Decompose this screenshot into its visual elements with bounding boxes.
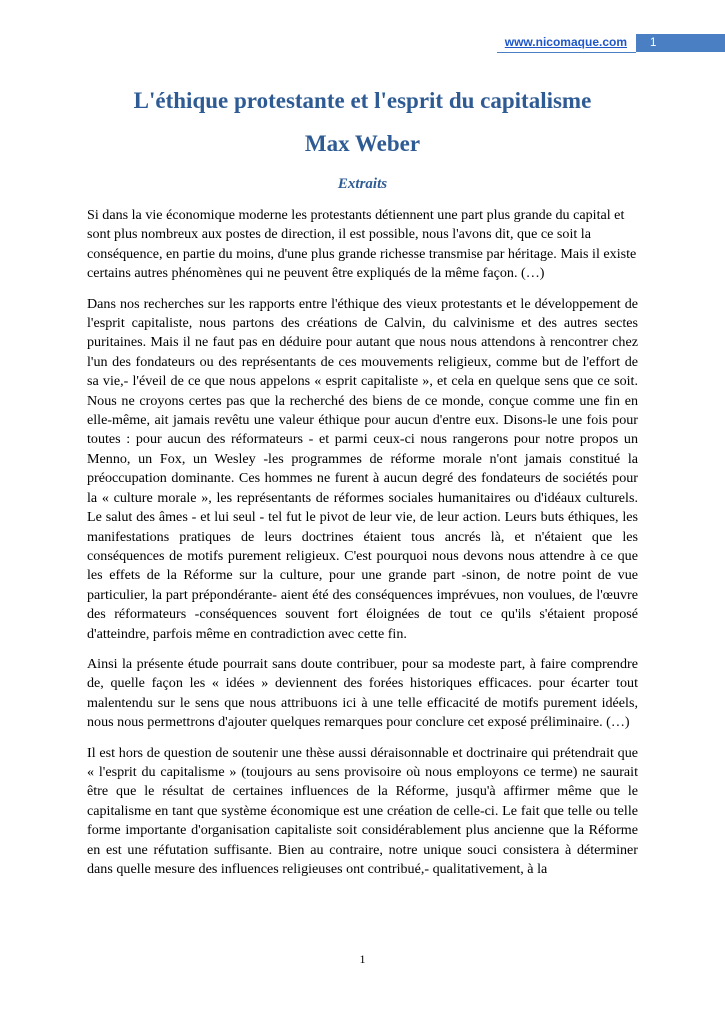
paragraph-3: Ainsi la présente étude pourrait sans doute contribuer, pour sa modeste part, à faire comprendre de, quelle façon les « idées » deviennent des forées historiques efficaces. pour écarter tout malentendu sur le sens que nous attribuons ici à une telle efficacité de motifs purement idéels, nous nous permettrons d'ajouter quelques remarques pour conclure cet exposé préliminaire. (…) bbox=[87, 655, 638, 731]
site-link[interactable]: www.nicomaque.com bbox=[504, 35, 627, 49]
paragraph-1: Si dans la vie économique moderne les protestants détiennent une part plus grande du capital et sont plus nombreux aux postes de direction, il est possible, nous l'avons dit, que ce soit la conséquence, en partie du moins, d'une plus grande richesse transmise par héritage. Mais il existe certains autres phénomènes qui ne peuvent être expliqués de la même façon. (…) bbox=[87, 207, 637, 282]
header-page-number: 1 bbox=[650, 37, 657, 49]
page-header bbox=[0, 34, 725, 52]
paragraph-4: Il est hors de question de soutenir une thèse aussi déraisonnable et doctrinaire qui prétendrait que « l'esprit du capitalisme » (toujours au sens provisoire où nous employons ce terme) ne saurait être que le résultat de certaines influences de la Réforme, jusqu'à affirmer même que le capitalisme en tant que système économique est une création de celle-ci. Le fait que telle ou telle forme importante d'organisation capitaliste soit considérablement plus ancienne que la Réforme en est une réfutation suffisante. Bien au contraire, notre unique souci consistera à déterminer dans quelle mesure des influences religieuses ont contribué,- qualitativement, à la bbox=[87, 744, 638, 877]
document-title: L'éthique protestante et l'esprit du capitalisme bbox=[133, 88, 592, 113]
document-author: Max Weber bbox=[304, 131, 421, 156]
header-page-number-box bbox=[636, 34, 725, 52]
paragraph-2: Dans nos recherches sur les rapports entre l'éthique des vieux protestants et le développement de l'esprit capitaliste, nous partons des créations de Calvin, du calvinisme et des autres sectes puritaines. Mais il ne faut pas en déduire pour autant que nous nous attendons à rencontrer chez l'un des fondateurs ou des représentants de ces mouvements religieux, comme but de l'effort de sa vie,- l'éveil de ce que nous appelons « esprit capitaliste », et cela en quelque sens que ce soit. Nous ne croyons certes pas que la recherché des biens de ce monde, conçue comme une fin en elle-même, ait jamais revêtu une valeur éthique pour aucun d'entre eux. Disons-le une fois pour toutes : pour aucun des réformateurs - et parmi ceux-ci nous rangerons pour notre propos un Menno, un Fox, un Wesley -les programmes de réforme morale n'ont jamais constitué la préoccupation dominante. Ces hommes ne furent à aucun degré des fondateurs de sociétés pour la « culture morale », les représentants de réformes sociales humanitaires ou d'idéaux culturels. Le salut des âmes - et lui seul - tel fut le pivot de leur vie, de leur action. Leurs buts éthiques, les manifestations pratiques de leurs doctrines étaient tous ancrés là, et n'étaient que les conséquences de motifs purement religieux. C'est pourquoi nous devons nous attendre à ce que les effets de la Réforme sur la culture, pour une grande part -sinon, de notre point de vue particulier, la part prépondérante- aient été des conséquences imprévues, non voulues, de l'œuvre des réformateurs -conséquences souvent fort éloignées de tout ce qu'ils s'étaient proposé d'atteindre, parfois même en contradiction avec cette fin. bbox=[87, 295, 638, 642]
footer-page-number: 1 bbox=[359, 952, 366, 966]
header-rule bbox=[497, 52, 636, 53]
document-subtitle: Extraits bbox=[337, 176, 388, 192]
document-body bbox=[87, 206, 638, 890]
